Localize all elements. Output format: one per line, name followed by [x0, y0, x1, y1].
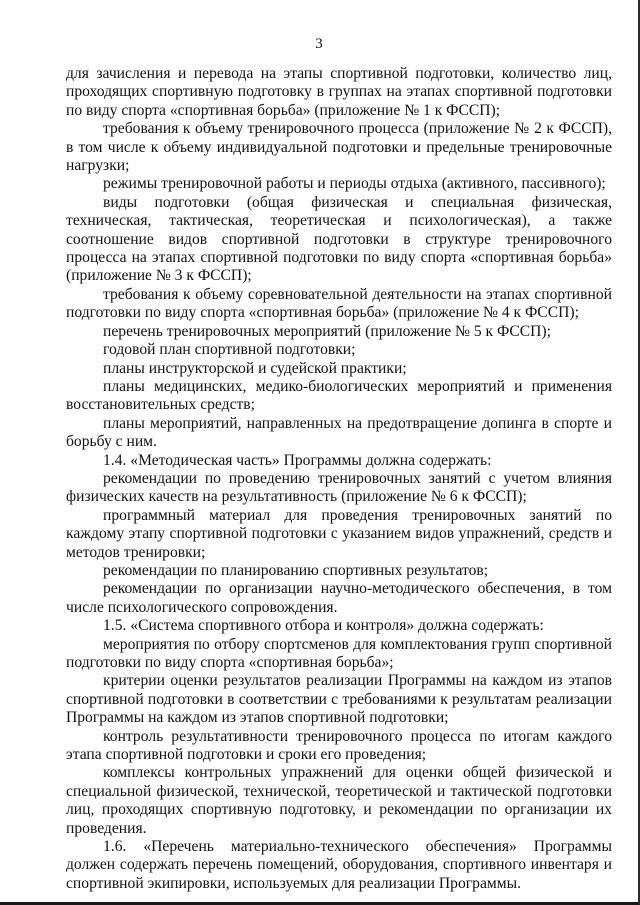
paragraph: для зачисления и перевода на этапы спортивной подготовки, количество лиц, проходящих спортивную подготовку в группах на этапах спортивной подготовки по виду спорта «спортивная борьба» (приложение № 1 к ФССП); [66, 65, 612, 119]
paragraph: требования к объему тренировочного процесса (приложение № 2 к ФССП), в том числе к объему индивидуальной подготовки и предельные тренировочные нагрузки; [66, 120, 612, 175]
paragraph: требования к объему соревновательной деятельности на этапах спортивной подготовки по виду спорта «спортивная борьба» (приложение № 4 к ФССП); [66, 285, 612, 322]
document-body [66, 65, 612, 893]
paragraph: планы медицинских, медико-биологических мероприятий и применения восстановительных средств; [66, 377, 612, 414]
paragraph: планы инструкторской и судейской практики; [103, 359, 407, 377]
paragraph: планы мероприятий, направленных на предотвращение допинга в спорте и борьбу с ним. [66, 414, 612, 451]
paragraph: контроль результативности тренировочного процесса по итогам каждого этапа спортивной подготовки и сроки его проведения; [66, 727, 612, 764]
page-number: 3 [315, 36, 323, 52]
paragraph: виды подготовки (общая физическая и специальная физическая, техническая, тактическая, теоретическая и психологическая), а также соотношение видов спортивной подготовки в структуре тренировочного процесса на этапах спортивной подготовки по виду спорта «спортивная борьба» (приложение № 3 к ФССП); [66, 193, 612, 285]
paragraph: режимы тренировочной работы и периоды отдыха (активного, пассивного); [103, 175, 606, 193]
paragraph: рекомендации по проведению тренировочных занятий с учетом влияния физических качеств на результативность (приложение № 6 к ФССП); [66, 469, 612, 506]
section-heading-1-4: 1.4. «Методическая часть» Программы должна содержать: [103, 451, 492, 469]
paragraph: критерии оценки результатов реализации Программы на каждом из этапов спортивной подготовки в соответствии с требованиями к результатам реализации Программы на каждом из этапов спортивной подготовки; [66, 672, 612, 727]
paragraph: годовой план спортивной подготовки; [103, 341, 356, 359]
section-1-6: 1.6. «Перечень материально-технического обеспечения» Программы должен содержать перечень помещений, оборудования, спортивного инвентаря и спортивной экипировки, используемых для реализации Программы. [66, 838, 612, 892]
paragraph: мероприятия по отбору спортсменов для комплектования групп спортивной подготовки по виду спорта «спортивная борьба»; [66, 635, 612, 671]
paragraph: рекомендации по планированию спортивных результатов; [103, 561, 489, 579]
paragraph: перечень тренировочных мероприятий (приложение № 5 к ФССП); [103, 322, 551, 340]
paragraph: комплексы контрольных упражнений для оценки общей физической и специальной физической, технической, теоретической и тактической подготовки лиц, проходящих спортивную подготовку, и рекомендации по организации их проведения. [66, 764, 612, 837]
paragraph: программный материал для проведения тренировочных занятий по каждому этапу спортивной подготовки с указанием видов упражнений, средств и методов тренировки; [66, 506, 612, 561]
paragraph: рекомендации по организации научно-методического обеспечения, в том числе психологического сопровождения. [66, 580, 612, 616]
section-heading-1-5: 1.5. «Система спортивного отбора и контроля» должна содержать: [103, 617, 544, 635]
